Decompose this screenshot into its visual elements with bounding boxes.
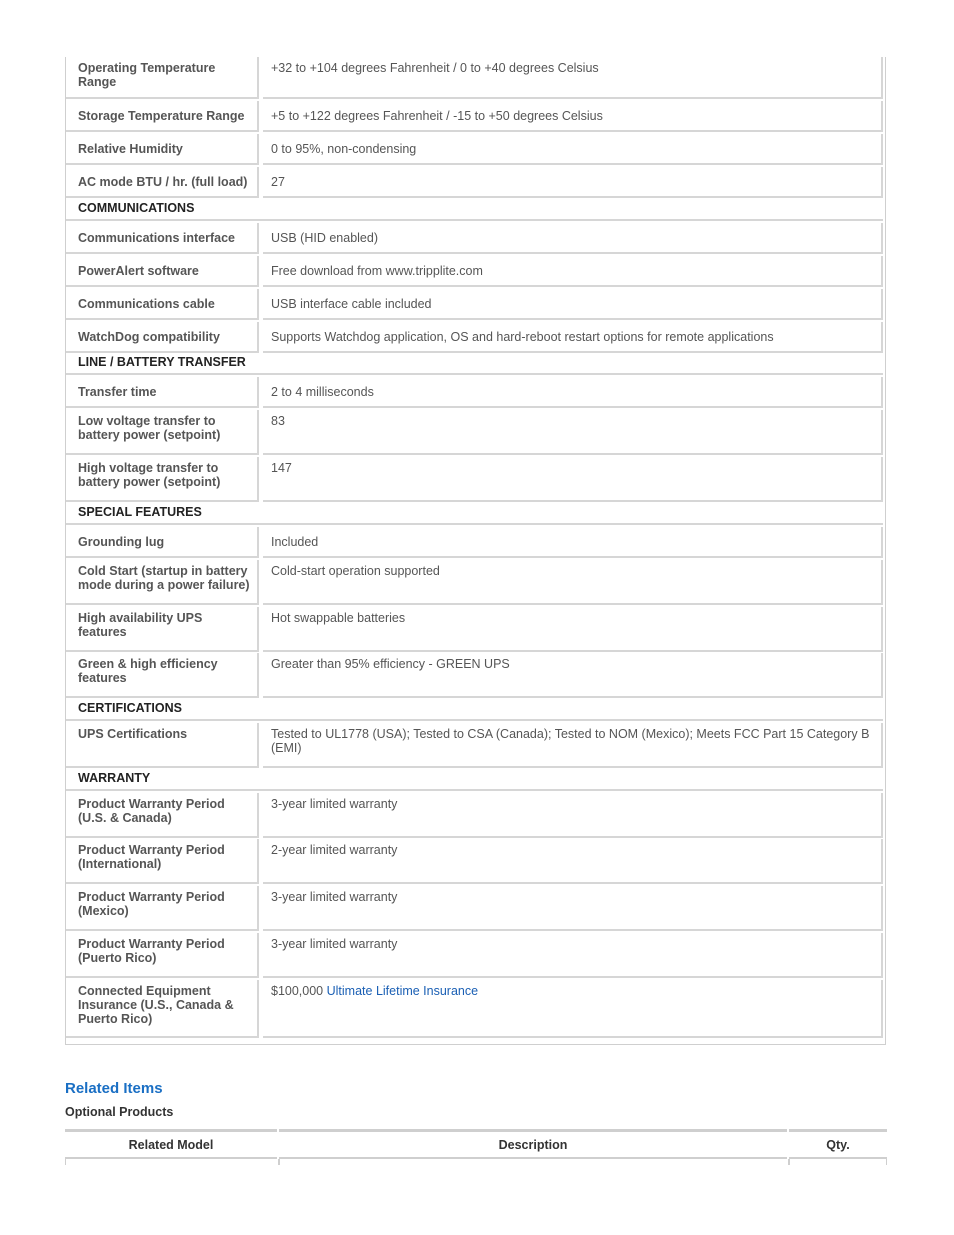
spec-row [66, 653, 885, 698]
spec-row [66, 933, 885, 978]
spec-row [66, 886, 885, 931]
spec-value: 3-year limited warranty [263, 793, 883, 838]
section-header-warranty: WARRANTY [66, 767, 883, 791]
spec-value: 0 to 95%, non-condensing [263, 134, 883, 165]
spec-row [66, 57, 885, 99]
spec-row [66, 607, 885, 652]
spec-value: 3-year limited warranty [263, 933, 883, 978]
table-cell [789, 1159, 887, 1165]
spec-value: 3-year limited warranty [263, 886, 883, 931]
spec-value: 2 to 4 milliseconds [263, 377, 883, 408]
spec-row [66, 457, 885, 502]
section-header-special-features: SPECIAL FEATURES [66, 501, 883, 525]
insurance-amount: $100,000 [271, 984, 324, 998]
spec-label: Communications cable [66, 289, 259, 320]
spec-label: Grounding lug [66, 527, 259, 558]
spec-value: Tested to UL1778 (USA); Tested to CSA (Canada); Tested to NOM (Mexico); Meets FCC Part 15 Category B (EMI) [263, 723, 883, 768]
spec-row [66, 223, 885, 254]
spec-row [66, 322, 885, 353]
optional-products-subheading: Optional Products [65, 1105, 174, 1119]
table-cell [279, 1159, 789, 1165]
spec-label: Product Warranty Period (Puerto Rico) [66, 933, 259, 978]
spec-row [66, 793, 885, 838]
spec-value [263, 980, 883, 1038]
spec-row [66, 289, 885, 320]
spec-value: Supports Watchdog application, OS and hard-reboot restart options for remote applications [263, 322, 883, 353]
specifications-table [65, 57, 886, 1045]
spec-label: Storage Temperature Range [66, 101, 259, 132]
spec-value: Cold-start operation supported [263, 560, 883, 605]
spec-label: Product Warranty Period (U.S. & Canada) [66, 793, 259, 838]
spec-row [66, 256, 885, 287]
spec-value: +32 to +104 degrees Fahrenheit / 0 to +40 degrees Celsius [263, 57, 883, 99]
spec-row [66, 167, 885, 198]
spec-value: Free download from www.tripplite.com [263, 256, 883, 287]
spec-row [66, 839, 885, 884]
spec-row [66, 560, 885, 605]
spec-value: USB interface cable included [263, 289, 883, 320]
spec-row [66, 980, 885, 1038]
spec-label: PowerAlert software [66, 256, 259, 287]
column-header-related-model: Related Model [65, 1129, 277, 1159]
section-header-transfer: LINE / BATTERY TRANSFER [66, 351, 883, 375]
spec-label: Green & high efficiency features [66, 653, 259, 698]
column-header-qty: Qty. [789, 1129, 887, 1159]
spec-label: Relative Humidity [66, 134, 259, 165]
spec-label: Product Warranty Period (International) [66, 839, 259, 884]
spec-label: WatchDog compatibility [66, 322, 259, 353]
spec-row [66, 410, 885, 455]
spec-label: UPS Certifications [66, 723, 259, 768]
spec-label: AC mode BTU / hr. (full load) [66, 167, 259, 198]
spec-label: Cold Start (startup in battery mode during a power failure) [66, 560, 259, 605]
spec-label: Low voltage transfer to battery power (setpoint) [66, 410, 259, 455]
insurance-link[interactable]: Ultimate Lifetime Insurance [326, 984, 479, 998]
spec-value: 147 [263, 457, 883, 502]
spec-row [66, 377, 885, 408]
spec-label: High availability UPS features [66, 607, 259, 652]
column-header-description: Description [279, 1129, 787, 1159]
spec-row [66, 134, 885, 165]
spec-value: USB (HID enabled) [263, 223, 883, 254]
spec-value: Included [263, 527, 883, 558]
spec-value: 27 [263, 167, 883, 198]
spec-value: 2-year limited warranty [263, 839, 883, 884]
section-header-communications: COMMUNICATIONS [66, 197, 883, 221]
spec-row [66, 527, 885, 558]
spec-label: Communications interface [66, 223, 259, 254]
spec-value: Greater than 95% efficiency - GREEN UPS [263, 653, 883, 698]
table-cell [65, 1159, 279, 1165]
spec-label: Transfer time [66, 377, 259, 408]
spec-label: Connected Equipment Insurance (U.S., Canada & Puerto Rico) [66, 980, 259, 1038]
related-items-heading: Related Items [65, 1080, 163, 1097]
spec-label: Operating Temperature Range [66, 57, 259, 99]
spec-label: Product Warranty Period (Mexico) [66, 886, 259, 931]
spec-value: 83 [263, 410, 883, 455]
spec-row [66, 723, 885, 768]
section-header-certifications: CERTIFICATIONS [66, 697, 883, 721]
spec-value: +5 to +122 degrees Fahrenheit / -15 to +50 degrees Celsius [263, 101, 883, 132]
spec-row [66, 101, 885, 132]
spec-value: Hot swappable batteries [263, 607, 883, 652]
related-products-table [65, 1129, 887, 1165]
spec-label: High voltage transfer to battery power (setpoint) [66, 457, 259, 502]
